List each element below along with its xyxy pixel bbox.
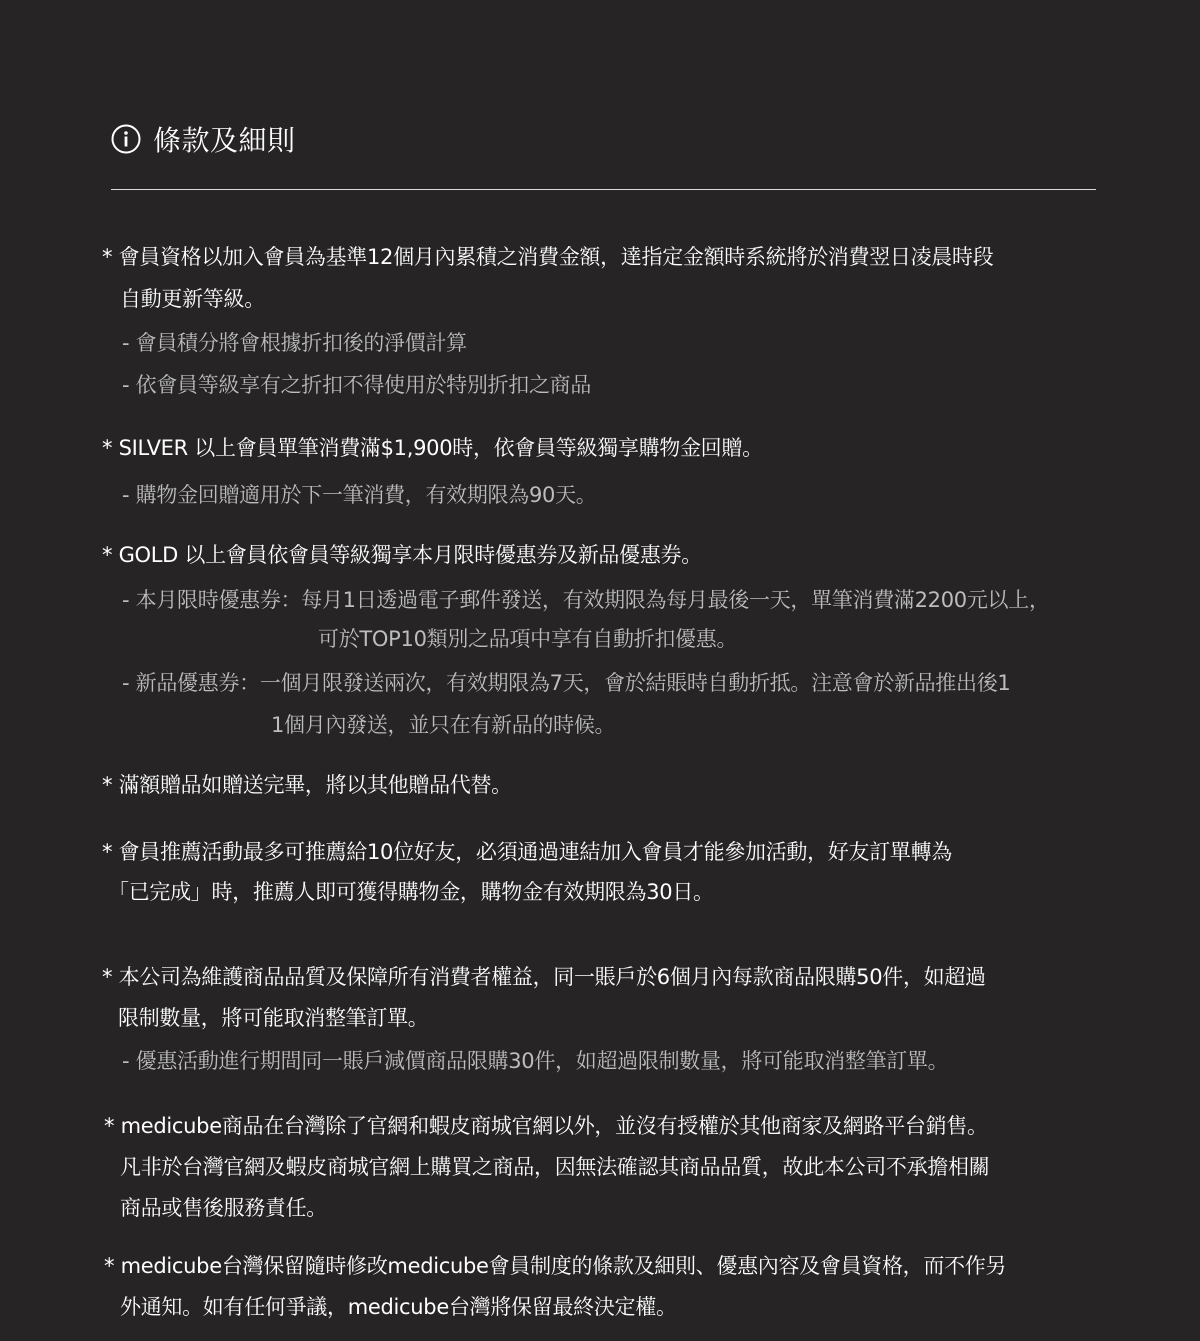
term-3-line-1: * GOLD 以上會員依會員等級獨享本月限時優惠券及新品優惠券。 — [102, 543, 702, 567]
term-5-line-2: 「已完成」時，推薦人即可獲得購物金，購物金有效期限為30日。 — [108, 880, 714, 904]
term-7-line-2: 凡非於台灣官網及蝦皮商城官網上購買之商品，因無法確認其商品品質，故此本公司不承擔相關 — [120, 1155, 990, 1179]
term-2-sub-1: - 購物金回贈適用於下一筆消費，有效期限為90天。 — [122, 483, 597, 507]
term-6-sub-1: - 優惠活動進行期間同一賬戶減價商品限購30件，如超過限制數量，將可能取消整筆訂單。 — [122, 1049, 949, 1073]
term-1-sub-1: - 會員積分將會根據折扣後的淨價計算 — [122, 331, 467, 355]
term-3-sub-2-cont: 1個月內發送，並只在有新品的時候。 — [271, 713, 616, 737]
term-6-line-2: 限制數量，將可能取消整筆訂單。 — [118, 1006, 429, 1030]
term-8-line-1: * medicube台灣保留隨時修改medicube會員制度的條款及細則、優惠內容及會員資格，而不作另 — [104, 1254, 1007, 1278]
terms-header — [111, 120, 296, 158]
term-7-line-1: * medicube商品在台灣除了官網和蝦皮商城官網以外，並沒有授權於其他商家及網路平台銷售。 — [104, 1114, 988, 1138]
term-1-line-1: * 會員資格以加入會員為基準12個月內累積之消費金額，達指定金額時系統將於消費翌日凌晨時段 — [102, 245, 994, 269]
term-3-sub-1-cont: 可於TOP10類別之品項中享有自動折扣優惠。 — [318, 627, 738, 651]
term-2-line-1: * SILVER 以上會員單筆消費滿$1,900時，依會員等級獨享購物金回贈。 — [102, 436, 763, 460]
term-1-line-2: 自動更新等級。 — [120, 287, 265, 311]
page-title: 條款及細則 — [153, 124, 296, 157]
term-1-sub-2: - 依會員等級享有之折扣不得使用於特別折扣之商品 — [122, 373, 592, 397]
term-3-sub-2: - 新品優惠券：一個月限發送兩次，有效期限為7天，會於結賬時自動折抵。注意會於新品推出後1 — [122, 671, 1011, 695]
term-5-line-1: * 會員推薦活動最多可推薦給10位好友，必須通過連結加入會員才能參加活動，好友訂單轉為 — [102, 840, 952, 864]
header-divider — [111, 189, 1096, 190]
term-4-line-1: * 滿額贈品如贈送完畢，將以其他贈品代替。 — [102, 773, 512, 797]
term-6-line-1: * 本公司為維護商品品質及保障所有消費者權益，同一賬戶於6個月內每款商品限購50件，如超過 — [102, 965, 986, 989]
info-icon — [111, 124, 141, 154]
term-8-line-2: 外通知。如有任何爭議，medicube台灣將保留最終決定權。 — [120, 1295, 677, 1319]
term-3-sub-1: - 本月限時優惠券：每月1日透過電子郵件發送，有效期限為每月最後一天，單筆消費滿2200元以上， — [122, 588, 1050, 612]
term-7-line-3: 商品或售後服務責任。 — [120, 1196, 327, 1220]
